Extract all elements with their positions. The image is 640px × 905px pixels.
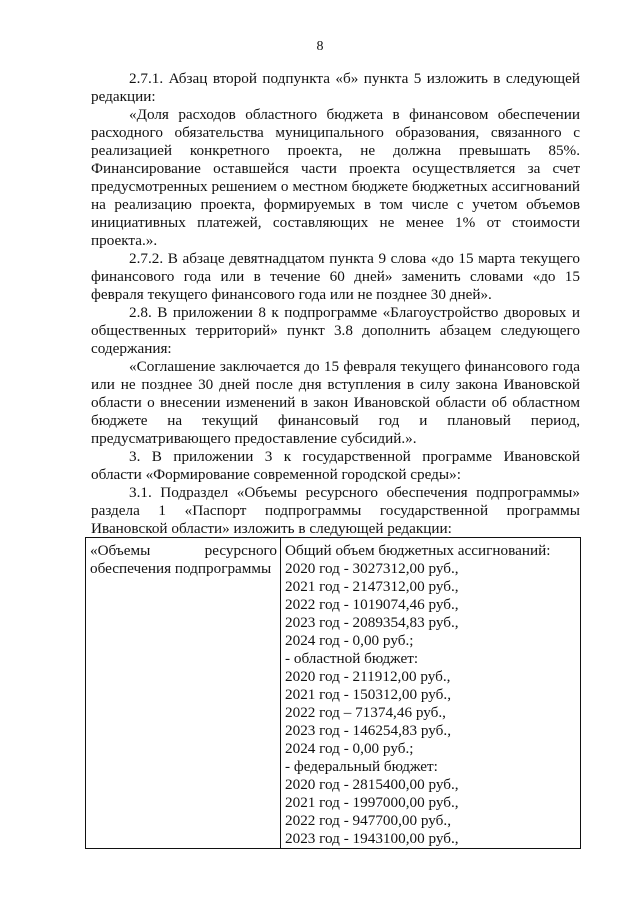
budget-line: 2024 год - 0,00 руб.; xyxy=(285,632,414,649)
budget-line: 2023 год - 146254,83 руб., xyxy=(285,722,452,739)
budget-line: 2022 год – 71374,46 руб., xyxy=(285,704,446,721)
budget-line: 2022 год - 1019074,46 руб., xyxy=(285,596,459,613)
paragraph-quote-agreement: «Соглашение заключается до 15 февраля текущего финансового года или не позднее 30 дней после дня вступления в силу закона Ивановской области о внесении изменений в закон Ивановской области об областном бюджете на текущий финансовый год и плановый период, предусматривающего предоставление субсидий.». xyxy=(91,358,580,447)
budget-line: 2020 год - 3027312,00 руб., xyxy=(285,560,459,577)
budget-line: 2021 год - 2147312,00 руб., xyxy=(285,578,459,595)
paragraph-2-7-1: 2.7.1. Абзац второй подпункта «б» пункта 5 изложить в следующей редакции: xyxy=(91,70,580,105)
page-number: 8 xyxy=(316,39,324,54)
budget-line: 2024 год - 0,00 руб.; xyxy=(285,740,414,757)
budget-total-heading: Общий объем бюджетных ассигнований: xyxy=(285,542,551,559)
budget-line: 2021 год - 150312,00 руб., xyxy=(285,686,452,703)
table-row xyxy=(86,538,581,849)
budget-line: 2021 год - 1997000,00 руб., xyxy=(285,794,459,811)
paragraph-2-8: 2.8. В приложении 8 к подпрограмме «Благоустройство дворовых и общественных территорий» пункт 3.8 дополнить абзацем следующего содержания: xyxy=(91,304,580,357)
budget-line: 2023 год - 2089354,83 руб., xyxy=(285,614,459,631)
budget-line: 2022 год - 947700,00 руб., xyxy=(285,812,452,829)
paragraph-2-7-2: 2.7.2. В абзаце девятнадцатом пункта 9 слова «до 15 марта текущего финансового года или в течение 60 дней» заменить словами «до 15 февраля текущего финансового года или не позднее 30 дней». xyxy=(91,250,580,303)
paragraph-3-1: 3.1. Подраздел «Объемы ресурсного обеспечения подпрограммы» раздела 1 «Паспорт подпрограммы государственной программы Ивановской области» изложить в следующей редакции: xyxy=(91,484,580,537)
budget-line: 2020 год - 211912,00 руб., xyxy=(285,668,451,685)
regional-budget-heading: - областной бюджет: xyxy=(285,650,419,667)
resource-volume-table xyxy=(85,537,581,849)
budget-line: 2020 год - 2815400,00 руб., xyxy=(285,776,459,793)
paragraph-3: 3. В приложении 3 к государственной программе Ивановской области «Формирование современной городской среды»: xyxy=(91,448,580,483)
table-label-line: обеспечения подпрограммы xyxy=(90,560,272,577)
table-label-line: «Объемы ресурсного xyxy=(90,542,277,559)
table-value-cell xyxy=(281,538,581,849)
federal-budget-heading: - федеральный бюджет: xyxy=(285,758,438,775)
budget-line: 2023 год - 1943100,00 руб., xyxy=(285,830,459,847)
document-body xyxy=(91,70,580,538)
table-label-cell xyxy=(86,538,281,849)
paragraph-quote-share-of-expenses: «Доля расходов областного бюджета в финансовом обеспечении расходного обязательства муниципального образования, связанного с реализацией конкретного проекта, не должна превышать 85%. Финансирование оставшейся части проекта осуществляется за счет предусмотренных решением о местном бюджете бюджетных ассигнований на реализацию проекта, формируемых в том числе с учетом объемов инициативных платежей, составляющих не менее 1% от стоимости проекта.». xyxy=(91,106,580,249)
